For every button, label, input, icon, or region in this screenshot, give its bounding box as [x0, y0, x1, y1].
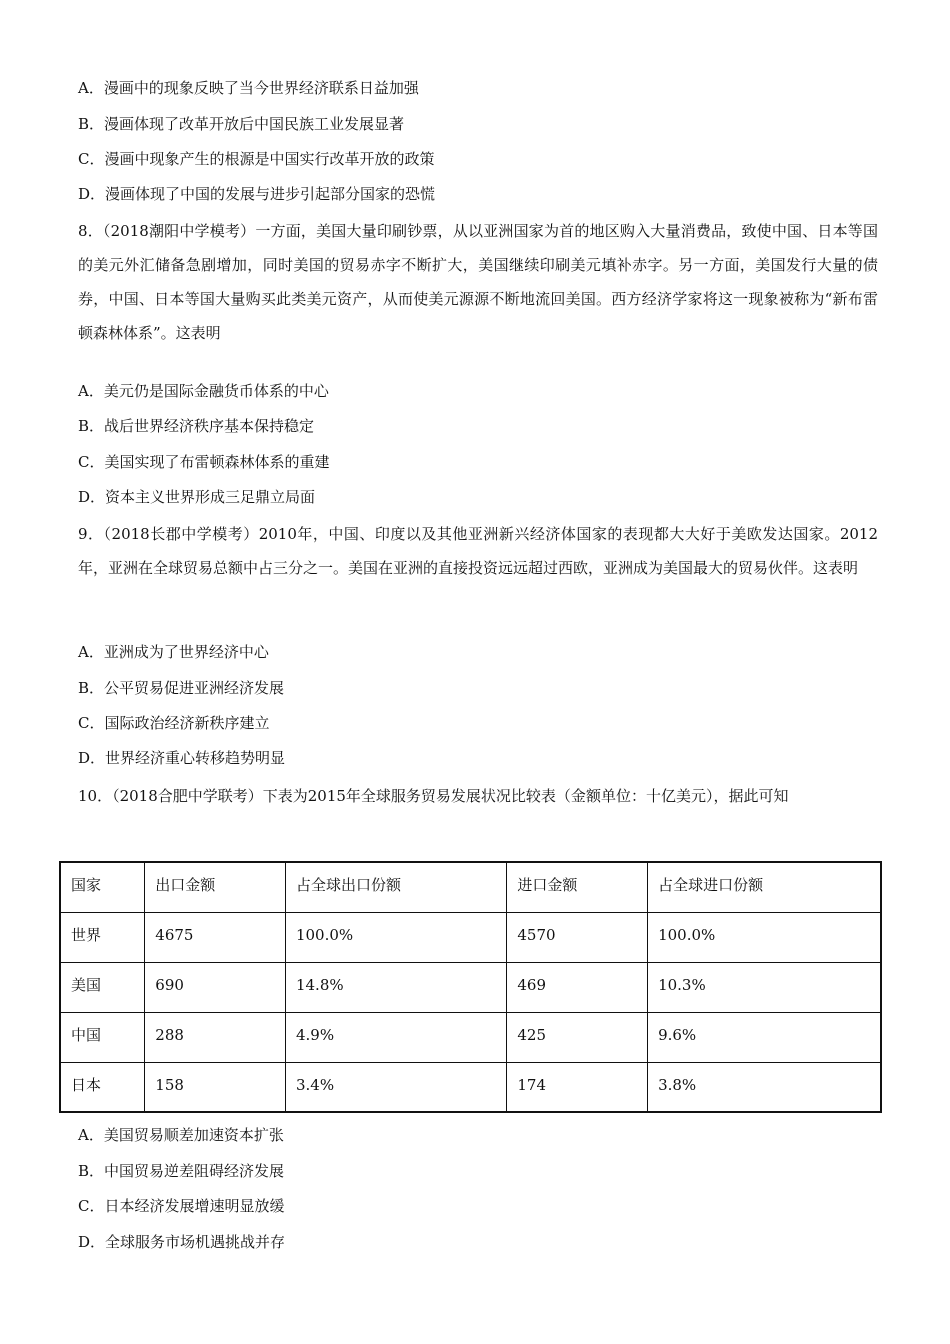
table-cell: 美国: [60, 962, 145, 1012]
table-cell: 9.6%: [648, 1012, 881, 1062]
table-cell: 世界: [60, 912, 145, 962]
q10-option-b: B．中国贸易逆差阻碍经济发展: [78, 1162, 285, 1180]
header-cell: 占全球进口份额: [648, 862, 881, 912]
table-cell: 10.3%: [648, 962, 881, 1012]
table-row: [60, 1012, 881, 1062]
header-cell: 进口金额: [507, 862, 648, 912]
header-cell: 占全球出口份额: [285, 862, 506, 912]
q7-option-d: D．漫画体现了中国的发展与进步引起部分国家的恐慌: [78, 185, 436, 203]
table-cell: 100.0%: [285, 912, 506, 962]
table-cell: 469: [507, 962, 648, 1012]
q9-stem: 9．（2018长郡中学模考）2010年，中国、印度以及其他亚洲新兴经济体国家的表现都大大好于美欧发达国家。2012年，亚洲在全球贸易总额中占三分之一。美国在亚洲的直接投资远远超过西欧，亚洲成为美国最大的贸易伙伴。这表明: [78, 525, 878, 577]
q7-option-c: C．漫画中现象产生的根源是中国实行改革开放的政策: [78, 150, 435, 168]
table-cell: 288: [145, 1012, 286, 1062]
q9-option-b: B．公平贸易促进亚洲经济发展: [78, 679, 285, 697]
header-cell: 国家: [60, 862, 145, 912]
q10-option-c: C．日本经济发展增速明显放缓: [78, 1197, 285, 1215]
q9-option-a: A．亚洲成为了世界经济中心: [78, 643, 269, 661]
header-cell: 出口金额: [145, 862, 286, 912]
q7-option-b: B．漫画体现了改革开放后中国民族工业发展显著: [78, 115, 405, 133]
trade-table: [59, 861, 882, 1113]
table-cell: 3.4%: [285, 1062, 506, 1112]
table-row: [60, 912, 881, 962]
table-cell: 中国: [60, 1012, 145, 1062]
table-cell: 690: [145, 962, 286, 1012]
q8-option-a: A．美元仍是国际金融货币体系的中心: [78, 382, 329, 400]
table-cell: 日本: [60, 1062, 145, 1112]
table-cell: 100.0%: [648, 912, 881, 962]
q8-stem: 8．（2018潮阳中学模考）一方面，美国大量印刷钞票，从以亚洲国家为首的地区购入大量消费品，致使中国、日本等国的美元外汇储备急剧增加，同时美国的贸易赤字不断扩大，美国继续印刷美元填补赤字。另一方面，美国发行大量的债券，中国、日本等国大量购买此类美元资产，从而使美元源源不断地流回美国。西方经济学家将这一现象被称为“新布雷顿森林体系”。这表明: [78, 222, 878, 342]
table-row: [60, 962, 881, 1012]
q7-option-a: A．漫画中的现象反映了当今世界经济联系日益加强: [78, 79, 419, 97]
table-header-row: [60, 862, 881, 912]
table-cell: 14.8%: [285, 962, 506, 1012]
q10-option-d: D．全球服务市场机遇挑战并存: [78, 1233, 286, 1251]
table-cell: 4.9%: [285, 1012, 506, 1062]
q8-option-b: B．战后世界经济秩序基本保持稳定: [78, 417, 315, 435]
q8-option-d: D．资本主义世界形成三足鼎立局面: [78, 488, 316, 506]
table-cell: 4570: [507, 912, 648, 962]
q9-option-c: C．国际政治经济新秩序建立: [78, 714, 270, 732]
table-cell: 425: [507, 1012, 648, 1062]
table-row: [60, 1062, 881, 1112]
table-cell: 4675: [145, 912, 286, 962]
table-cell: 174: [507, 1062, 648, 1112]
q8-option-c: C．美国实现了布雷顿森林体系的重建: [78, 453, 330, 471]
q10-option-a: A．美国贸易顺差加速资本扩张: [78, 1126, 284, 1144]
table-cell: 158: [145, 1062, 286, 1112]
q9-option-d: D．世界经济重心转移趋势明显: [78, 749, 286, 767]
table-cell: 3.8%: [648, 1062, 881, 1112]
q10-stem: 10．（2018合肥中学联考）下表为2015年全球服务贸易发展状况比较表（金额单位：十亿美元），据此可知: [78, 787, 789, 805]
